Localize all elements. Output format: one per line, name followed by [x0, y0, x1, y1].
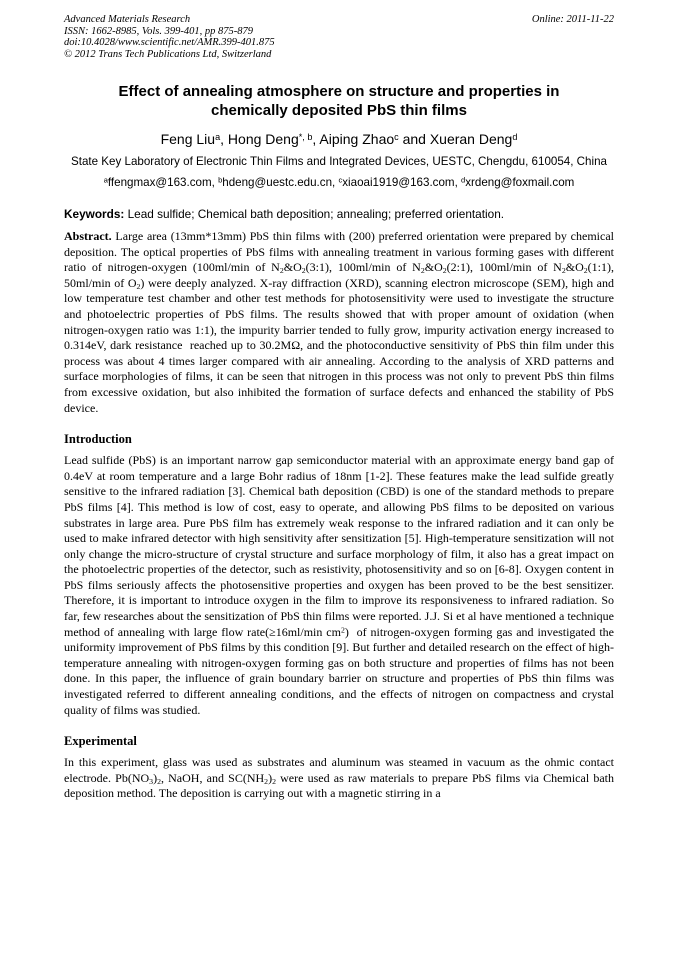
email-mark: b: [218, 175, 223, 185]
author-mark: c: [394, 131, 399, 142]
email-separator: ,: [454, 176, 462, 189]
experimental-heading: Experimental: [64, 734, 137, 749]
introduction-heading: Introduction: [64, 432, 132, 447]
email-address[interactable]: xrdeng@foxmail.com: [465, 176, 575, 189]
abstract-text: Large area (13mm*13mm) PbS thin films with (200) preferred orientation were prepared by chemical deposition. The optical properties of PbS films with annealing treatment in various forming gases with different ratio of nitrogen-oxygen (100ml/min of $N_2\&O_2(3:1)$, 100ml/min of $N_2\&O_2(2:1)$, 100ml/min of $N_2\&O_2(1:1)$, 50ml/min of $O_2$) were deeply analyzed. X-ray diffraction (XRD), scanning electron microscope (SEM), high and low temperature test chamber and other test methods for photosensitivity were used to investigate the structure and photoelectric properties of PbS films. The results showed that with proper amount of oxidation (when nitrogen-oxygen ratio was 1:1), the impurity barrier tended to fully grow, impurity activation energy increased to 0.314eV, dark resistance reached up to 30.2MΩ, and the photoconductive sensitivity of PbS thin film under this process was about 4 times larger compared with air annealing. According to the analysis of XRD patterns and surface morphologies of films, it can be seen that nitrogen in this process was not only to prevent PbS thin films from excessive oxidation, but also inhibited the formation of surface defects and enhanced the stability of PbS device.: [64, 229, 614, 415]
email-separator: ,: [332, 176, 339, 189]
keywords: [64, 207, 614, 221]
author-mark: *, b: [298, 131, 313, 142]
online-date: Online: 2011-11-22: [531, 14, 614, 25]
author-separator: ,: [312, 131, 320, 147]
journal-header: [64, 14, 614, 60]
paper-title: Effect of annealing atmosphere on structure and properties in chemically deposited PbS thin films: [118, 83, 560, 119]
author-name: Aiping Zhao: [319, 131, 395, 147]
author-name: Feng Liu: [160, 131, 216, 147]
experimental-text: In this experiment, glass was used as substrates and aluminum was steamed in vacuum as the ohmic contact electrode. $Pb(NO_3)_2$, NaOH, and $SC(NH_2)_2$ were used as raw materials to prepare PbS films via Chemical bath deposition method. The deposition is carrying out with a magnetic stirring in a: [64, 755, 614, 801]
author-separator: and: [398, 131, 430, 147]
author-separator: ,: [220, 131, 228, 147]
issn-line: ISSN: 1662-8985, Vols. 399-401, pp 875-879: [64, 25, 253, 37]
author-list: [64, 131, 614, 147]
email-mark: a: [103, 175, 108, 185]
author-mark: d: [512, 131, 518, 142]
author-mark: a: [215, 131, 221, 142]
email-separator: ,: [211, 176, 219, 189]
keywords-text: Lead sulfide; Chemical bath deposition; annealing; preferred orientation.: [127, 207, 505, 221]
journal-name: Advanced Materials Research: [64, 14, 191, 25]
copyright-line: © 2012 Trans Tech Publications Ltd, Switzerland: [64, 48, 272, 60]
email-address[interactable]: hdeng@uestc.edu.cn: [222, 176, 333, 189]
author-name: Hong Deng: [227, 131, 299, 147]
abstract-label: Abstract.: [64, 229, 112, 243]
email-address[interactable]: xiaoai1919@163.com: [342, 176, 455, 189]
email-mark: d: [461, 175, 466, 185]
abstract: [64, 229, 614, 416]
email-address[interactable]: ffengmax@163.com: [107, 176, 212, 189]
email-mark: c: [338, 175, 343, 185]
introduction-text: Lead sulfide (PbS) is an important narrow gap semiconductor material with an approximate energy band gap of 0.4eV at room temperature and a large Bohr radius of 18nm [1-2]. These features make the lead sulfide greatly sensitive to the infrared radiation [3]. Chemical bath deposition (CBD) is one of the standard methods to prepare PbS films [4]. This method is low of cost, easy to operate, and allowing PbS films to be deposited on various substrates in large area. Pure PbS film has extremely weak response to the infrared radiation and it can only be used to make infrared detector with high sensitivity after sensitization [5]. High-temperature sensitization will not only change the micro-structure of crystal structure and surface morphology of film, it also has a great impact on the photoelectric properties of the detector, such as resistivity, photosensitivity and so on [6-8]. Oxygen content in PbS films seriously affects the photosensitive properties and oxygen has been proved to be the best sensitizer. Therefore, it is important to introduce oxygen in the film to improve its responsiveness to infrared radiation. So far, few researches about the sensitization of PbS thin films were reported. J.J. Si et al have mentioned a technique method of annealing with large flow rate(≥16ml/min $cm^2$) of nitrogen-oxygen forming gas and investigated the uniformity improvement of PbS films by this condition [9]. But further and detailed research on the effect of high-temperature annealing with nitrogen-oxygen forming gas on both structure and properties of films has not been done. In this paper, the influence of grain boundary barrier on structure and properties of PbS thin films was investigated referred to different annealing conditions, and the effects of nitrogen on compactness and crystal quality of films was studied.: [64, 453, 614, 717]
keywords-label: Keywords:: [64, 207, 125, 221]
doi-line: doi:10.4028/www.scientific.net/AMR.399-401.875: [64, 37, 275, 48]
email-list: [64, 176, 614, 189]
affiliation: State Key Laboratory of Electronic Thin Films and Integrated Devices, UESTC, Chengdu, 610054, China: [71, 155, 607, 168]
author-name: Xueran Deng: [429, 131, 513, 147]
